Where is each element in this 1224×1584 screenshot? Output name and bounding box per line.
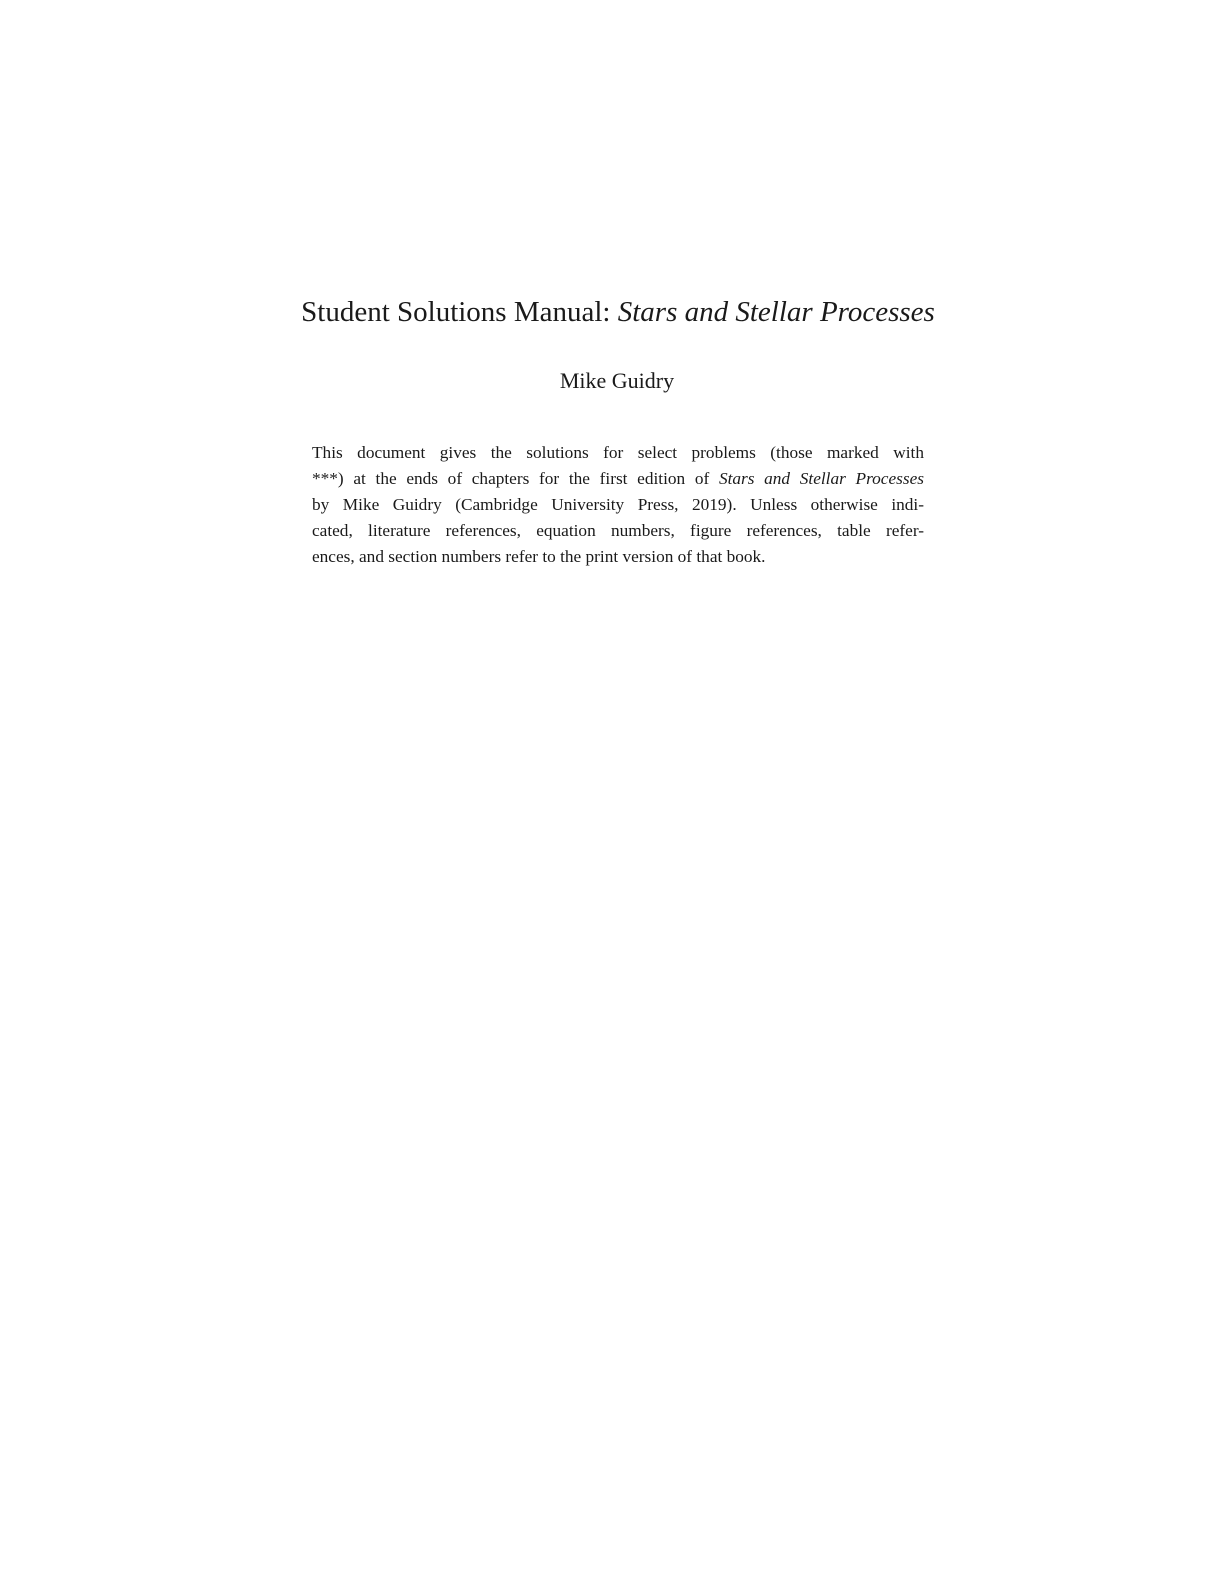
abstract-book-name: Stars and Stellar Processes: [718, 469, 924, 488]
abstract-line: ences, and section numbers refer to the print version of that book.: [312, 547, 766, 566]
document-title: [0, 292, 1224, 332]
title-prefix: Student Solutions Manual:: [301, 296, 618, 328]
abstract-text: ***) at the ends of chapters for the first edition of: [312, 469, 719, 488]
abstract-line: This document gives the solutions for select problems (those marked with: [312, 443, 924, 462]
title-book-name: Stars and Stellar Processes: [617, 296, 935, 328]
abstract-line: by Mike Guidry (Cambridge University Press, 2019). Unless otherwise indi-: [312, 495, 924, 514]
author-name: Mike Guidry: [559, 368, 675, 393]
abstract-line: [312, 466, 924, 492]
abstract-line: cated, literature references, equation numbers, figure references, table refer-: [312, 521, 924, 540]
abstract-paragraph: [312, 440, 924, 570]
